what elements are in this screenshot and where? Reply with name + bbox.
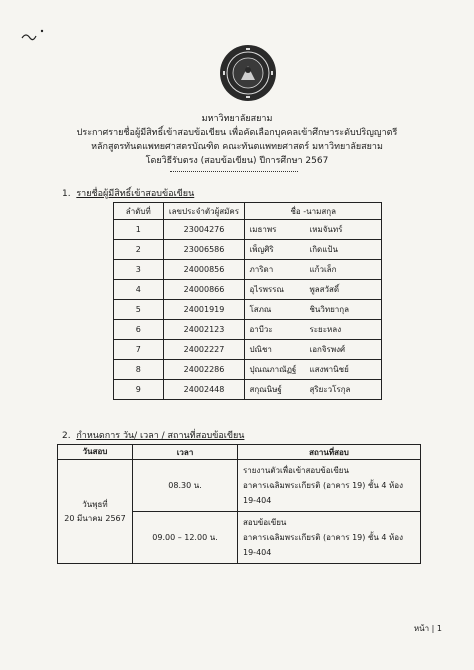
applicant-id-cell: 24002448: [163, 380, 245, 400]
program-title: หลักสูตรทันตแพทยศาสตรบัณฑิต คณะทันตแพทยศาสตร์ มหาวิทยาลัยสยาม: [91, 142, 383, 152]
order-cell: 5: [114, 300, 164, 320]
applicant-id-cell: 23004276: [163, 220, 245, 240]
first-name: ปุณณภาณัฏฐ์: [249, 365, 297, 374]
table-row: [114, 300, 382, 320]
name-cell: [245, 220, 382, 240]
table-header-row: [58, 445, 421, 460]
col-header-date: วันสอบ: [58, 445, 133, 460]
applicant-id-cell: 24002123: [163, 320, 245, 340]
header-divider: [170, 171, 298, 172]
first-name: ภาริดา: [249, 265, 274, 274]
page-number: หน้า | 1: [413, 624, 442, 633]
name-cell: [245, 340, 382, 360]
last-name: ระยะหลง: [309, 325, 342, 334]
place-cell: [238, 460, 421, 512]
last-name: ชินวิทยากุล: [309, 305, 350, 314]
place-location: อาคารเฉลิมพระเกียรติ (อาคาร 19) ชั้น 4 ห้อง 19-404: [243, 481, 403, 505]
last-name: เหมจันทร์: [309, 225, 343, 234]
first-name: เพ็ญศิริ: [249, 245, 274, 254]
table-row: [114, 220, 382, 240]
applicant-id-cell: 24000856: [163, 260, 245, 280]
table-row: [114, 340, 382, 360]
section2-title: กำหนดการ วัน/ เวลา / สถานที่สอบข้อเขียน: [76, 431, 245, 441]
section1-title: รายชื่อผู้มีสิทธิ์เข้าสอบข้อเขียน: [76, 189, 195, 199]
candidate-table: [113, 202, 382, 400]
table-row: [114, 280, 382, 300]
order-cell: 4: [114, 280, 164, 300]
university-seal-icon: [219, 44, 277, 102]
last-name: เกิดแป้น: [309, 245, 338, 254]
first-name: ปณิชา: [249, 345, 272, 354]
name-cell: [245, 360, 382, 380]
section1-number: 1.: [62, 189, 71, 199]
table-row: [114, 360, 382, 380]
col-header-name: ชื่อ -นามสกุล: [245, 203, 382, 220]
col-header-time: เวลา: [133, 445, 238, 460]
order-cell: 8: [114, 360, 164, 380]
first-name: สกุณนิษฐ์: [249, 385, 282, 394]
section2-number: 2.: [62, 431, 71, 441]
order-cell: 9: [114, 380, 164, 400]
admission-round-title: โดยวิธีรับตรง (สอบข้อเขียน) ปีการศึกษา 2567: [145, 156, 329, 166]
table-header-row: [114, 203, 382, 220]
table-row: [114, 320, 382, 340]
applicant-id-cell: 24000866: [163, 280, 245, 300]
table-row: [114, 240, 382, 260]
exam-date-cell: [58, 460, 133, 564]
first-name: อุไรพรรณ: [249, 285, 284, 294]
applicant-id-cell: 24002286: [163, 360, 245, 380]
last-name: เอกจิรพงศ์: [309, 345, 346, 354]
order-cell: 6: [114, 320, 164, 340]
name-cell: [245, 280, 382, 300]
table-row: [114, 260, 382, 280]
applicant-id-cell: 24001919: [163, 300, 245, 320]
applicant-id-cell: 24002227: [163, 340, 245, 360]
col-header-order: ลำดับที่: [114, 203, 164, 220]
pen-scribble-mark: [20, 26, 60, 46]
section2-heading: [62, 428, 244, 442]
announcement-title: ประกาศรายชื่อผู้มีสิทธิ์เข้าสอบข้อเขียน เพื่อคัดเลือกบุคคลเข้าศึกษาระดับปริญญาตรี: [76, 128, 398, 138]
name-cell: [245, 380, 382, 400]
table-row: [114, 380, 382, 400]
time-cell: 08.30 น.: [133, 460, 238, 512]
last-name: แก้วเล็ก: [309, 265, 337, 274]
table-row: [58, 460, 421, 512]
exam-day: วันพุธที่: [82, 499, 108, 509]
exam-date: 20 มีนาคม 2567: [64, 513, 126, 523]
exam-schedule-table: [57, 444, 421, 564]
university-name: มหาวิทยาลัยสยาม: [201, 114, 273, 124]
first-name: อาบีวะ: [249, 325, 273, 334]
col-header-applicant-id: เลขประจำตัวผู้สมัคร: [163, 203, 245, 220]
applicant-id-cell: 23006586: [163, 240, 245, 260]
time-cell: 09.00 – 12.00 น.: [133, 512, 238, 564]
order-cell: 2: [114, 240, 164, 260]
place-activity: สอบข้อเขียน: [243, 518, 287, 527]
first-name: เมธาพร: [249, 225, 277, 234]
col-header-place: สถานที่สอบ: [238, 445, 421, 460]
order-cell: 1: [114, 220, 164, 240]
name-cell: [245, 300, 382, 320]
name-cell: [245, 240, 382, 260]
place-cell: [238, 512, 421, 564]
last-name: แสงพานิชย์: [309, 365, 349, 374]
order-cell: 3: [114, 260, 164, 280]
order-cell: 7: [114, 340, 164, 360]
candidate-table-body: [114, 220, 382, 400]
place-location: อาคารเฉลิมพระเกียรติ (อาคาร 19) ชั้น 4 ห้อง 19-404: [243, 533, 403, 557]
first-name: โสภณ: [249, 305, 272, 314]
name-cell: [245, 260, 382, 280]
place-activity: รายงานตัวเพื่อเข้าสอบข้อเขียน: [243, 466, 349, 475]
last-name: สุริยะวโรกุล: [309, 385, 351, 394]
last-name: พูลสวัสดิ์: [309, 285, 340, 294]
name-cell: [245, 320, 382, 340]
section1-heading: [62, 186, 194, 200]
